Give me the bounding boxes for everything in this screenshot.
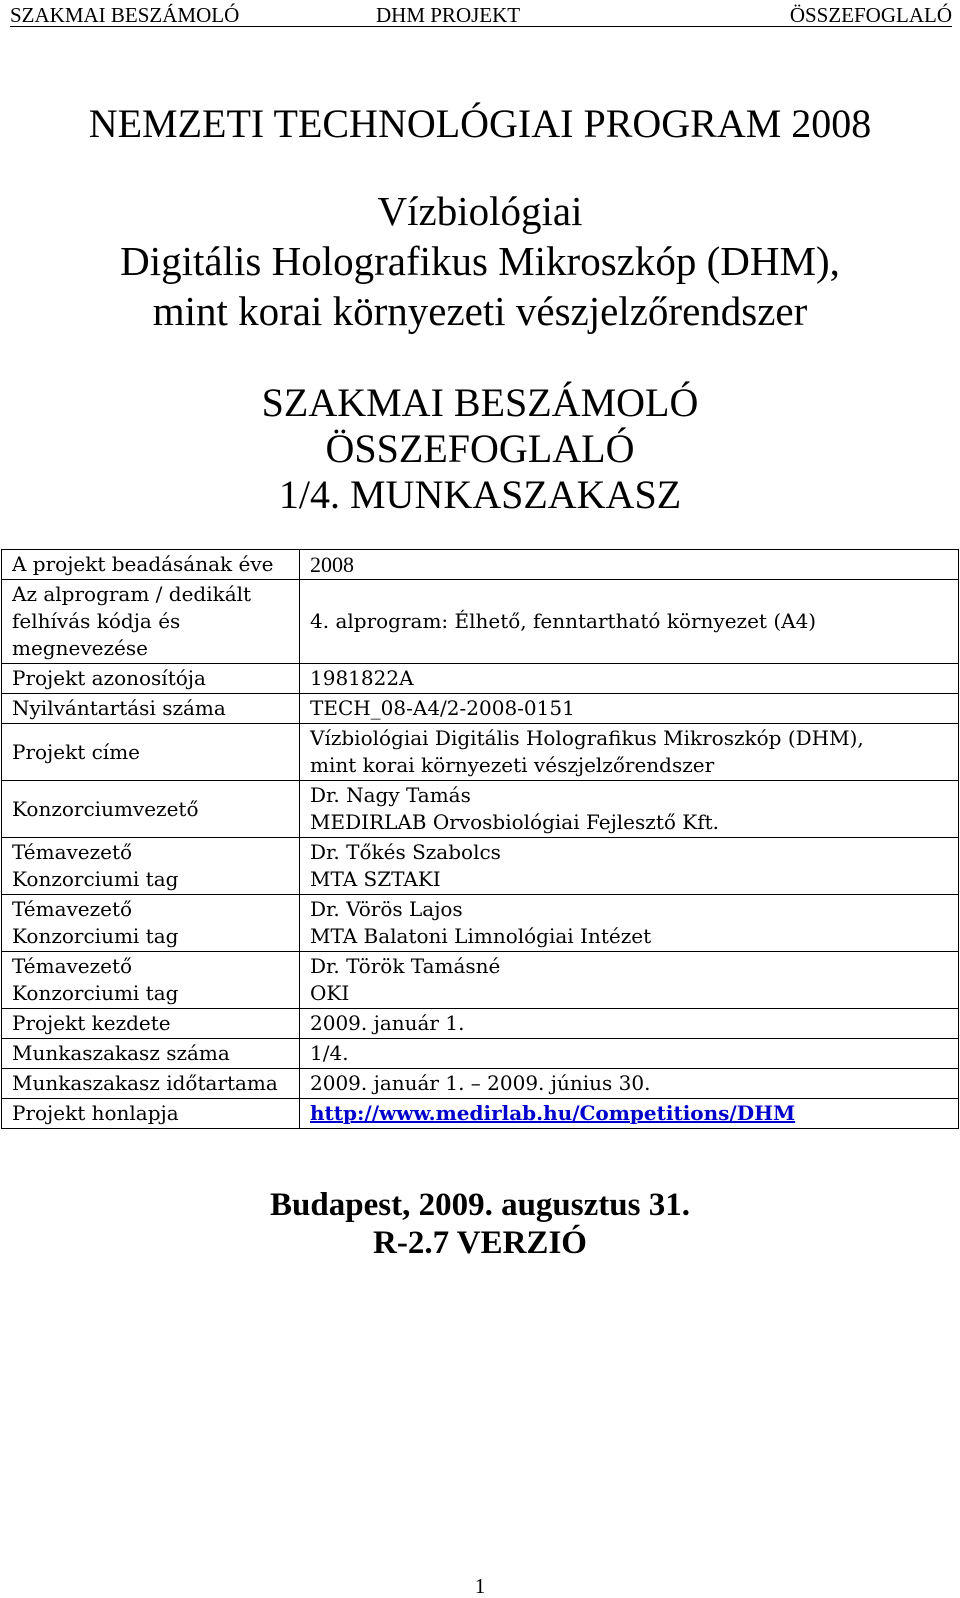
phase-number-value: 1/4. <box>300 1039 959 1069</box>
member-value <box>300 952 959 1009</box>
member-type: Konzorciumi tag <box>12 867 179 891</box>
subprogram-label <box>2 580 300 664</box>
report-heading-line-3: 1/4. MUNKASZAKASZ <box>278 472 682 517</box>
table-row <box>2 580 959 664</box>
table-row <box>2 1099 959 1129</box>
table-row <box>2 664 959 694</box>
table-row <box>2 1039 959 1069</box>
project-title-value-line: Vízbiológiai Digitális Holografikus Mikroszkóp (DHM), <box>310 726 864 750</box>
member-type: Konzorciumi tag <box>12 924 179 948</box>
member-label <box>2 952 300 1009</box>
project-title-value <box>300 724 959 781</box>
homepage-label: Projekt honlapja <box>2 1099 300 1129</box>
project-id-value: 1981822A <box>300 664 959 694</box>
subprogram-label-line: megnevezése <box>12 636 148 660</box>
member-org: MTA SZTAKI <box>310 867 441 891</box>
header-left: SZAKMAI BESZÁMOLÓ <box>10 3 240 27</box>
submission-year-value: 2008 <box>300 550 959 580</box>
consortium-leader-name: Dr. Nagy Tamás <box>310 783 471 807</box>
project-title-value-line: mint korai környezeti vészjelzőrendszer <box>310 753 715 777</box>
member-role: Témavezető <box>12 897 133 921</box>
member-org: MTA Balatoni Limnológiai Intézet <box>310 924 652 948</box>
start-label: Projekt kezdete <box>2 1009 300 1039</box>
member-type: Konzorciumi tag <box>12 981 179 1005</box>
homepage-link[interactable]: http://www.medirlab.hu/Competitions/DHM <box>310 1101 796 1125</box>
table-row <box>2 550 959 580</box>
project-title-line-3: mint korai környezeti vészjelzőrendszer <box>152 288 808 334</box>
consortium-leader-org: MEDIRLAB Orvosbiológiai Fejlesztő Kft. <box>310 810 719 834</box>
member-name: Dr. Tőkés Szabolcs <box>310 840 501 864</box>
submission-year-label: A projekt beadásának éve <box>2 550 300 580</box>
subprogram-label-line: Az alprogram / dedikált <box>12 582 252 606</box>
main-title: NEMZETI TECHNOLÓGIAI PROGRAM 2008 <box>88 101 872 146</box>
subprogram-label-line: felhívás kódja és <box>12 609 181 633</box>
member-value <box>300 838 959 895</box>
member-role: Témavezető <box>12 954 133 978</box>
project-title-line-1: Vízbiológiai <box>377 188 583 234</box>
member-role: Témavezető <box>12 840 133 864</box>
table-row <box>2 838 959 895</box>
member-label <box>2 838 300 895</box>
registry-label: Nyilvántartási száma <box>2 694 300 724</box>
project-info-table <box>1 549 959 1129</box>
subprogram-value: 4. alprogram: Élhető, fenntartható környezet (A4) <box>300 580 959 664</box>
place-date: Budapest, 2009. augusztus 31. <box>270 1187 690 1223</box>
phase-duration-value: 2009. január 1. – 2009. június 30. <box>300 1069 959 1099</box>
page-number: 1 <box>474 1574 486 1598</box>
member-org: OKI <box>310 981 350 1005</box>
consortium-leader-label: Konzorciumvezető <box>2 781 300 838</box>
project-id-label: Projekt azonosítója <box>2 664 300 694</box>
version: R-2.7 VERZIÓ <box>373 1225 587 1261</box>
report-heading-line-2: ÖSSZEFOGLALÓ <box>325 426 635 471</box>
table-row <box>2 1009 959 1039</box>
table-row <box>2 724 959 781</box>
project-title-line-2: Digitális Holografikus Mikroszkóp (DHM), <box>120 238 840 284</box>
table-row <box>2 1069 959 1099</box>
table-row <box>2 952 959 1009</box>
report-heading-line-1: SZAKMAI BESZÁMOLÓ <box>261 380 699 425</box>
footer-block <box>0 1186 960 1262</box>
table-row <box>2 895 959 952</box>
homepage-cell <box>300 1099 959 1129</box>
start-value: 2009. január 1. <box>300 1009 959 1039</box>
phase-number-label: Munkaszakasz száma <box>2 1039 300 1069</box>
member-value <box>300 895 959 952</box>
member-name: Dr. Vörös Lajos <box>310 897 463 921</box>
header-right: ÖSSZEFOGLALÓ <box>789 3 952 27</box>
running-header <box>10 4 952 27</box>
table-row <box>2 694 959 724</box>
table-row <box>2 781 959 838</box>
consortium-leader-value <box>300 781 959 838</box>
report-heading <box>0 380 960 518</box>
project-title <box>0 186 960 336</box>
project-title-label: Projekt címe <box>2 724 300 781</box>
member-label <box>2 895 300 952</box>
phase-duration-label: Munkaszakasz időtartama <box>2 1069 300 1099</box>
header-center: DHM PROJEKT <box>376 3 521 27</box>
registry-value: TECH_08-A4/2-2008-0151 <box>300 694 959 724</box>
member-name: Dr. Török Tamásné <box>310 954 501 978</box>
